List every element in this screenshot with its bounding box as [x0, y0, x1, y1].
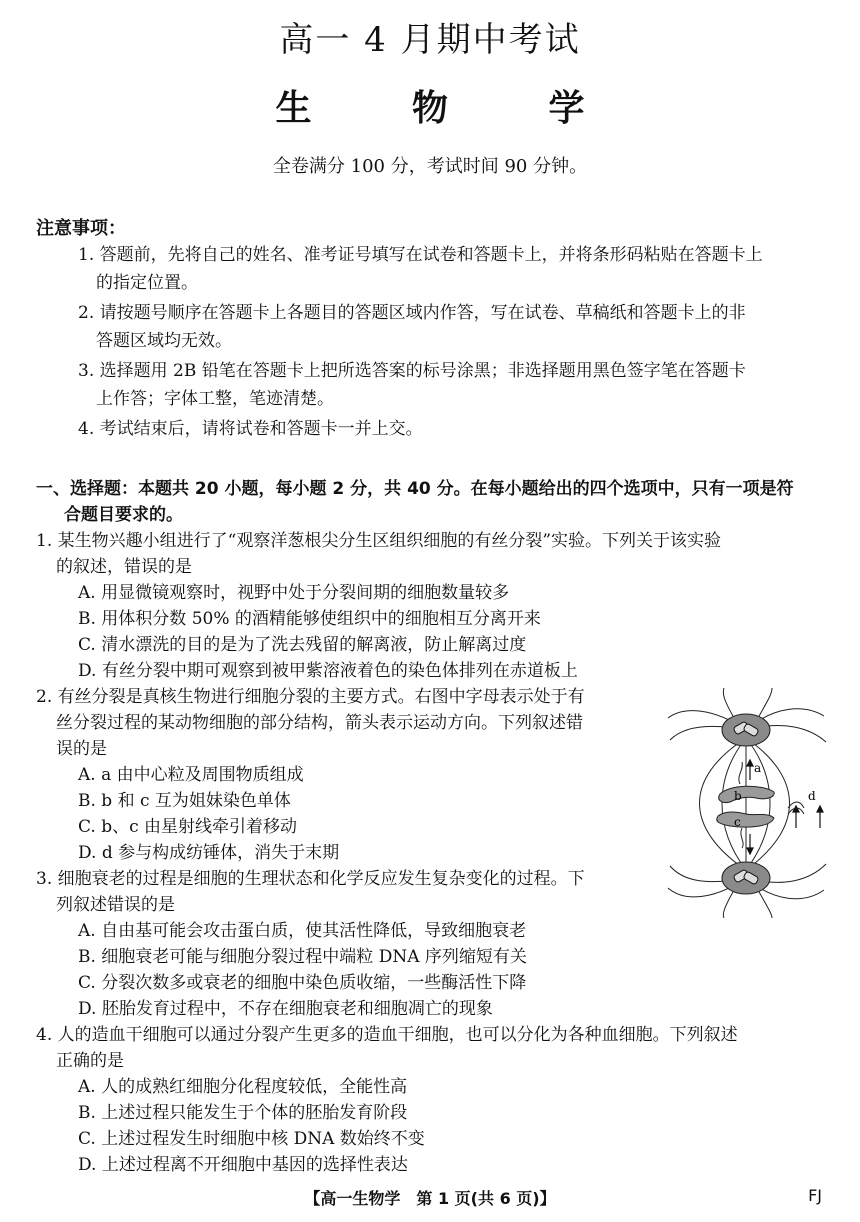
option-c: C. 上述过程发生时细胞中核 DNA 数始终不变 [78, 1129, 425, 1149]
option-b: B. 细胞衰老可能与细胞分裂过程中端粒 DNA 序列缩短有关 [78, 947, 527, 967]
option-b: B. b 和 c 互为姐妹染色单体 [78, 791, 291, 811]
label-c: c [734, 815, 741, 829]
page-footer: 【高一生物学 第 1 页(共 6 页)】 [304, 1189, 556, 1208]
option-a: A. 用显微镜观察时，视野中处于分裂间期的细胞数量较多 [78, 583, 510, 603]
chromatid-c [717, 812, 774, 827]
instruction-line: 2. 请按题号顺序在答题卡上各题目的答题区域内作答，写在试卷、草稿纸和答题卡上的非 [78, 303, 746, 323]
option-c: C. 清水漂洗的目的是为了洗去残留的解离液，防止解离过度 [78, 635, 527, 655]
question-stem: 正确的是 [56, 1051, 124, 1071]
exam-title: 高一 4 月期中考试 [279, 20, 581, 60]
instruction-line: 答题区域均无效。 [96, 331, 232, 351]
option-b: B. 上述过程只能发生于个体的胚胎发育阶段 [78, 1103, 408, 1123]
instruction-line: 3. 选择题用 2B 铅笔在答题卡上把所选答案的标号涂黑；非选择题用黑色签字笔在答题卡 [78, 361, 746, 381]
question-stem: 列叙述错误的是 [56, 895, 175, 915]
option-a: A. a 由中心粒及周围物质组成 [78, 765, 304, 785]
label-a: a [754, 761, 762, 775]
question-stem: 3. 细胞衰老的过程是细胞的生理状态和化学反应发生复杂变化的过程。下 [36, 869, 585, 889]
exam-note: 全卷满分 100 分，考试时间 90 分钟。 [272, 156, 588, 177]
section-heading: 一、选择题：本题共 20 小题，每小题 2 分，共 40 分。在每小题给出的四个选项中，只有一项是符 [36, 479, 794, 499]
option-d: D. 上述过程离不开细胞中基因的选择性表达 [78, 1155, 408, 1175]
subject-title: 生 物 学 [275, 87, 629, 129]
option-c: C. 分裂次数多或衰老的细胞中染色质收缩，一些酶活性下降 [78, 973, 527, 993]
instruction-line: 的指定位置。 [96, 273, 198, 293]
mitosis-cell-figure [664, 688, 828, 918]
label-b: b [734, 789, 742, 803]
option-d: D. 胚胎发育过程中，不存在细胞衰老和细胞凋亡的现象 [78, 999, 493, 1019]
question-stem: 误的是 [56, 739, 107, 759]
question-stem: 的叙述，错误的是 [56, 557, 192, 577]
instructions-heading: 注意事项： [36, 218, 126, 239]
option-b: B. 用体积分数 50% 的酒精能够使组织中的细胞相互分离开来 [78, 609, 541, 629]
option-d: D. d 参与构成纺锤体，消失于末期 [78, 843, 340, 863]
page-code: FJ [808, 1186, 822, 1205]
question-stem: 1. 某生物兴趣小组进行了“观察洋葱根尖分生区组织细胞的有丝分裂”实验。下列关于该实验 [36, 531, 722, 551]
instruction-line: 1. 答题前，先将自己的姓名、准考证号填写在试卷和答题卡上，并将条形码粘贴在答题卡上 [78, 245, 763, 265]
section-heading-cont: 合题目要求的。 [64, 505, 183, 525]
option-c: C. b、c 由星射线牵引着移动 [78, 817, 298, 837]
question-stem: 4. 人的造血干细胞可以通过分裂产生更多的造血干细胞，也可以分化为各种血细胞。下列叙述 [36, 1025, 738, 1045]
instruction-line: 4. 考试结束后，请将试卷和答题卡一并上交。 [78, 419, 423, 439]
label-d: d [808, 789, 816, 803]
option-a: A. 自由基可能会攻击蛋白质，使其活性降低，导致细胞衰老 [78, 921, 527, 941]
instruction-line: 上作答；字体工整，笔迹清楚。 [96, 389, 334, 409]
option-a: A. 人的成熟红细胞分化程度较低，全能性高 [78, 1077, 408, 1097]
option-d: D. 有丝分裂中期可观察到被甲紫溶液着色的染色体排列在赤道板上 [78, 661, 578, 681]
question-stem: 2. 有丝分裂是真核生物进行细胞分裂的主要方式。右图中字母表示处于有 [36, 687, 585, 707]
question-stem: 丝分裂过程的某动物细胞的部分结构，箭头表示运动方向。下列叙述错 [56, 713, 583, 733]
